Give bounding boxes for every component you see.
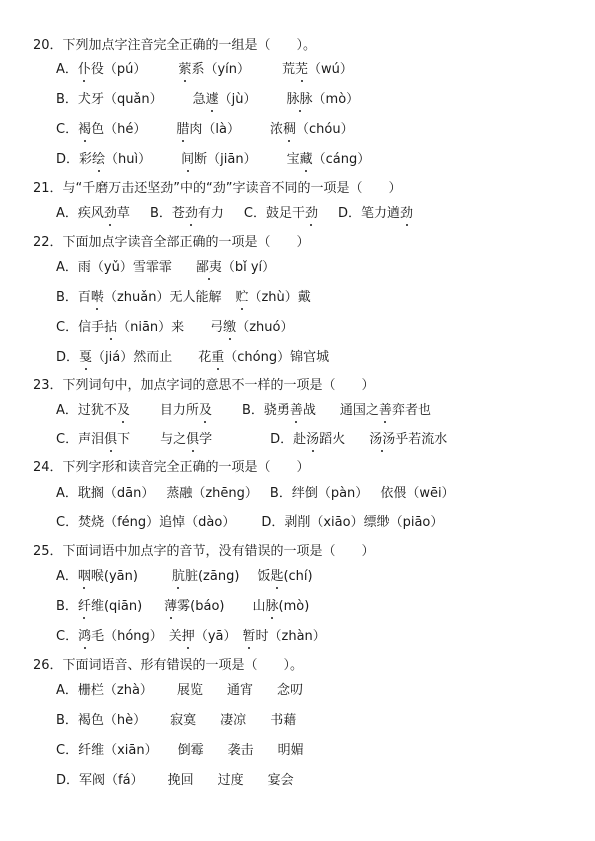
text-segment: 有力	[197, 206, 224, 221]
dotted-char: 俱	[186, 432, 200, 447]
dotted-char: 咽	[77, 569, 91, 584]
text-segment: A．疾风	[56, 206, 104, 221]
dotted-char: 劲	[184, 206, 198, 221]
text-segment: 喉(yān)	[90, 569, 138, 584]
dotted-char: 鸿	[78, 629, 92, 644]
text-segment: 25．下面词语中加点字的音节，没有错误的一项是（ ）	[33, 544, 375, 559]
text-segment: 肉（là）	[189, 122, 240, 137]
text-segment: （huì）	[105, 152, 152, 167]
text-segment: （jiá）然而止	[92, 350, 173, 365]
text-segment: 目力所	[159, 403, 199, 418]
text-segment: 蹈火	[319, 432, 346, 447]
text-segment: A．过犹不	[56, 403, 117, 418]
text-segment: 时（zhàn）	[255, 629, 326, 644]
dotted-char: 暂	[242, 629, 256, 644]
text-segment: C．声泪	[56, 432, 105, 447]
question-stem	[33, 234, 310, 252]
answer-option	[56, 151, 370, 169]
answer-option	[56, 349, 329, 367]
text-segment: D．剥削（xiāo）	[261, 515, 364, 530]
dotted-char: 善	[289, 403, 303, 418]
answer-option	[56, 712, 296, 730]
text-segment: 寂寞	[170, 713, 197, 728]
text-segment: A．雨（yǔ）雪霏霏	[56, 260, 172, 275]
dotted-char: 薄	[164, 599, 178, 614]
text-segment: D．笔力遒	[337, 206, 400, 221]
text-segment: C．	[56, 629, 79, 644]
dotted-char: 戛	[79, 350, 93, 365]
text-segment: 浓	[269, 122, 283, 137]
dotted-char: 啭	[90, 290, 104, 305]
dotted-char: 纤	[77, 599, 91, 614]
text-segment: 维(qiān)	[90, 599, 143, 614]
dotted-char: 藏	[299, 152, 313, 167]
text-segment: 乎若流水	[395, 432, 448, 447]
dotted-char: 鄙夷	[195, 260, 222, 275]
answer-option	[56, 431, 447, 449]
text-segment: （zhuǎn）无人能解	[103, 290, 222, 305]
text-segment: 23．下列词句中，加点字词的意思不一样的一项是（ ）	[33, 378, 375, 393]
text-segment: D．	[56, 152, 80, 167]
answer-option	[56, 628, 326, 646]
text-segment: 22．下面加点字读音全部正确的一项是（ ）	[33, 235, 310, 250]
text-segment: （chóu）	[295, 122, 354, 137]
dotted-char: 俱	[104, 432, 118, 447]
dotted-char: 及	[198, 403, 212, 418]
answer-option	[56, 91, 359, 109]
text-segment: 与之	[160, 432, 187, 447]
answer-option	[56, 772, 294, 790]
text-segment: 关	[168, 629, 182, 644]
dotted-char: 善	[378, 403, 392, 418]
text-segment: （yā）	[194, 629, 237, 644]
text-segment: D．军阀（fá）	[56, 773, 144, 788]
answer-option	[56, 289, 311, 307]
text-segment: A．栅栏（zhà）	[56, 683, 153, 698]
text-segment: 24．下列字形和读音完全正确的一项是（ ）	[33, 460, 310, 475]
dotted-char: 芜	[295, 62, 309, 77]
text-segment: 弈者也	[391, 403, 431, 418]
text-segment: 学	[199, 432, 213, 447]
question-stem	[33, 180, 401, 198]
text-segment: 通国之	[339, 403, 379, 418]
text-segment: 26．下面词语音、形有错误的一项是（ ）。	[33, 658, 304, 673]
answer-option	[56, 402, 431, 420]
dotted-char: 腊	[176, 122, 190, 137]
text-segment: 过度	[217, 773, 244, 788]
text-segment: B．褐色（hè）	[56, 713, 147, 728]
text-segment: B．	[56, 599, 78, 614]
text-segment: （wú）	[308, 62, 353, 77]
text-segment: 宝	[286, 152, 300, 167]
text-segment: 下	[117, 432, 131, 447]
text-segment: 饭	[257, 569, 271, 584]
answer-option	[56, 121, 354, 139]
text-segment: 毛（hóng）	[91, 629, 163, 644]
text-segment: B．骁勇	[241, 403, 290, 418]
dotted-char: 及	[116, 403, 130, 418]
text-segment: （zhù）戴	[248, 290, 311, 305]
text-segment: 系（yín）	[191, 62, 250, 77]
text-segment: A．	[56, 569, 78, 584]
text-segment: 通宵	[226, 683, 253, 698]
text-segment: A．耽搁（dān）	[56, 486, 155, 501]
dotted-char: 脉脉	[286, 92, 313, 107]
dotted-char: 褐	[78, 122, 92, 137]
question-stem	[33, 377, 375, 395]
dotted-char: 萦	[178, 62, 192, 77]
text-segment: 脏(zāng)	[184, 569, 240, 584]
text-segment: （chóng）锦官城	[224, 350, 330, 365]
dotted-char: 劲	[400, 206, 414, 221]
text-segment: 花	[198, 350, 212, 365]
dotted-char: 汤汤	[369, 432, 396, 447]
answer-option	[56, 682, 303, 700]
text-segment: （jù）	[218, 92, 257, 107]
text-segment: C．信手	[56, 320, 105, 335]
dotted-char: 脉	[265, 599, 279, 614]
dotted-char: 劲	[103, 206, 117, 221]
text-segment: 弓	[210, 320, 224, 335]
text-segment: (chí)	[283, 569, 313, 584]
answer-option	[56, 568, 313, 586]
answer-option	[56, 514, 443, 532]
text-segment: 挽回	[167, 773, 194, 788]
dotted-char: 遽	[205, 92, 219, 107]
text-segment: 蒸融（zhēng）	[166, 486, 258, 501]
text-segment: 山	[252, 599, 266, 614]
answer-option	[56, 742, 304, 760]
answer-option	[56, 319, 293, 337]
text-segment: 袭击	[227, 743, 254, 758]
text-segment: 倒霉	[177, 743, 204, 758]
dotted-char: 贮	[235, 290, 249, 305]
text-segment: 展览	[176, 683, 203, 698]
question-stem	[33, 657, 303, 675]
answer-option	[56, 598, 309, 616]
text-segment: 念叨	[276, 683, 303, 698]
text-segment: D．	[56, 350, 80, 365]
dotted-char: 匙	[270, 569, 284, 584]
text-segment: B．绊倒（pàn）	[269, 486, 369, 501]
text-segment: 缥缈（piāo）	[363, 515, 444, 530]
dotted-char: 绘	[92, 152, 106, 167]
text-segment: （bǐ yí）	[221, 260, 276, 275]
dotted-char: 缴	[223, 320, 237, 335]
text-segment: B．	[56, 92, 78, 107]
text-segment: 20．下列加点字注音完全正确的一组是（ ）。	[33, 38, 317, 53]
text-segment: 雾(báo)	[177, 599, 225, 614]
dotted-char: 仆	[77, 62, 91, 77]
text-segment: （mò）	[312, 92, 360, 107]
text-segment: B．百	[56, 290, 91, 305]
answer-option	[56, 259, 275, 277]
answer-option	[56, 485, 455, 503]
question-stem	[33, 543, 375, 561]
text-segment: （cáng）	[312, 152, 371, 167]
text-segment: 断（jiān）	[194, 152, 257, 167]
text-segment: 依偎（wēi）	[380, 486, 455, 501]
dotted-char: 间	[181, 152, 195, 167]
answer-option	[56, 205, 413, 223]
text-segment: 草	[116, 206, 130, 221]
text-segment: 宴会	[267, 773, 294, 788]
text-segment: 荒	[281, 62, 295, 77]
text-segment: C．纤维（xiān）	[56, 743, 158, 758]
text-segment: D．赴	[270, 432, 307, 447]
text-segment: 色（hé）	[91, 122, 147, 137]
answer-option	[56, 61, 353, 79]
text-segment: 书藉	[270, 713, 297, 728]
text-segment: 役（pú）	[90, 62, 147, 77]
question-stem	[33, 37, 316, 55]
text-segment: 21．与“千磨万击还坚劲”中的“劲”字读音不同的一项是（ ）	[33, 181, 402, 196]
text-segment: C．鼓足干	[243, 206, 305, 221]
text-segment: C．	[56, 122, 79, 137]
text-segment: (mò)	[278, 599, 310, 614]
dotted-char: 拈	[104, 320, 118, 335]
text-segment: C．焚烧（féng）	[56, 515, 160, 530]
text-segment: 凄凉	[220, 713, 247, 728]
text-segment: 急	[192, 92, 206, 107]
text-segment: 彩	[79, 152, 93, 167]
dotted-char: 劲	[304, 206, 318, 221]
dotted-char: 汤	[306, 432, 320, 447]
dotted-char: 重	[211, 350, 225, 365]
dotted-char: 押	[181, 629, 195, 644]
text-segment: A．	[56, 62, 78, 77]
text-segment: 犬	[77, 92, 91, 107]
text-segment: 战	[302, 403, 316, 418]
text-segment: B．苍	[149, 206, 185, 221]
question-stem	[33, 459, 310, 477]
dotted-char: 稠	[282, 122, 296, 137]
text-segment: 明媚	[277, 743, 304, 758]
text-segment: （niān）来	[117, 320, 185, 335]
text-segment: 追悼（dào）	[159, 515, 236, 530]
text-segment: 牙（quǎn）	[90, 92, 163, 107]
text-segment: （zhuó）	[236, 320, 294, 335]
dotted-char: 肮	[171, 569, 185, 584]
